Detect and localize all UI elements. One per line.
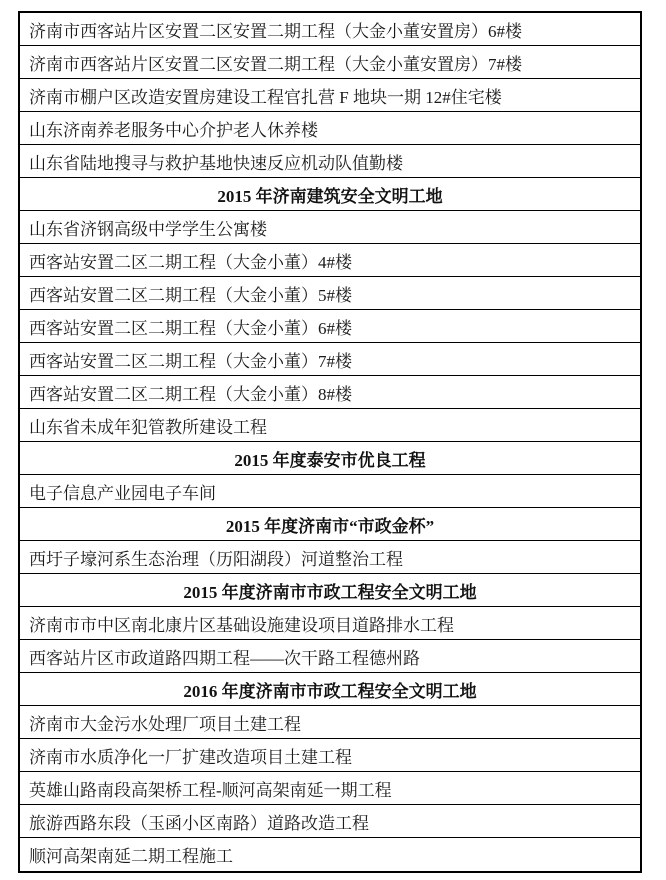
table-row [20, 640, 640, 673]
section-header-text: 2015 年度济南市“市政金杯” [225, 516, 435, 536]
table-row [20, 277, 640, 310]
project-name-text: 山东济南养老服务中心介护老人休养楼 [29, 120, 318, 140]
table-row [20, 409, 640, 442]
project-name-text: 西客站安置二区二期工程（大金小董）6#楼 [29, 318, 352, 338]
project-name-text: 济南市棚户区改造安置房建设工程官扎营 F 地块一期 12#住宅楼 [29, 87, 502, 107]
project-name-text: 山东省陆地搜寻与救护基地快速反应机动队值勤楼 [29, 153, 403, 173]
section-header-text: 2015 年济南建筑安全文明工地 [217, 186, 443, 206]
table-row [20, 112, 640, 145]
project-name-text: 西客站安置二区二期工程（大金小董）8#楼 [29, 384, 352, 404]
table-row [20, 541, 640, 574]
section-header-text: 2015 年度济南市市政工程安全文明工地 [183, 582, 477, 602]
table-row [20, 310, 640, 343]
table-row [20, 145, 640, 178]
section-header-row [20, 673, 640, 706]
table-row [20, 244, 640, 277]
project-name-text: 西圩子壕河系生态治理（历阳湖段）河道整治工程 [29, 549, 403, 569]
table-row [20, 772, 640, 805]
project-name-text: 济南市水质净化一厂扩建改造项目土建工程 [29, 747, 352, 767]
table-row [20, 343, 640, 376]
section-header-row [20, 442, 640, 475]
project-name-text: 西客站片区市政道路四期工程——次干路工程德州路 [29, 648, 420, 668]
project-name-text: 济南市市中区南北康片区基础设施建设项目道路排水工程 [29, 615, 454, 635]
table-row [20, 607, 640, 640]
section-header-row [20, 178, 640, 211]
table-row [20, 211, 640, 244]
project-name-text: 西客站安置二区二期工程（大金小董）4#楼 [29, 252, 352, 272]
project-name-text: 济南市大金污水处理厂项目土建工程 [29, 714, 301, 734]
table-row [20, 376, 640, 409]
project-name-text: 山东省未成年犯管教所建设工程 [29, 417, 267, 437]
project-name-text: 电子信息产业园电子车间 [29, 483, 216, 503]
table-row [20, 706, 640, 739]
project-name-text: 西客站安置二区二期工程（大金小董）5#楼 [29, 285, 352, 305]
project-name-text: 济南市西客站片区安置二区安置二期工程（大金小董安置房）6#楼 [29, 21, 522, 41]
table-row [20, 46, 640, 79]
project-name-text: 山东省济钢高级中学学生公寓楼 [29, 219, 267, 239]
table-row [20, 79, 640, 112]
section-header-row [20, 574, 640, 607]
section-header-row [20, 508, 640, 541]
table-row [20, 475, 640, 508]
section-header-text: 2016 年度济南市市政工程安全文明工地 [183, 681, 477, 701]
table-row [20, 13, 640, 46]
project-name-text: 英雄山路南段高架桥工程-顺河高架南延一期工程 [29, 780, 392, 800]
awards-table [18, 11, 642, 873]
project-name-text: 西客站安置二区二期工程（大金小董）7#楼 [29, 351, 352, 371]
table-row [20, 838, 640, 871]
project-name-text: 济南市西客站片区安置二区安置二期工程（大金小董安置房）7#楼 [29, 54, 522, 74]
project-name-text: 顺河高架南延二期工程施工 [29, 847, 233, 866]
table-row [20, 739, 640, 772]
project-name-text: 旅游西路东段（玉函小区南路）道路改造工程 [29, 813, 369, 833]
section-header-text: 2015 年度泰安市优良工程 [234, 450, 426, 470]
table-row [20, 805, 640, 838]
